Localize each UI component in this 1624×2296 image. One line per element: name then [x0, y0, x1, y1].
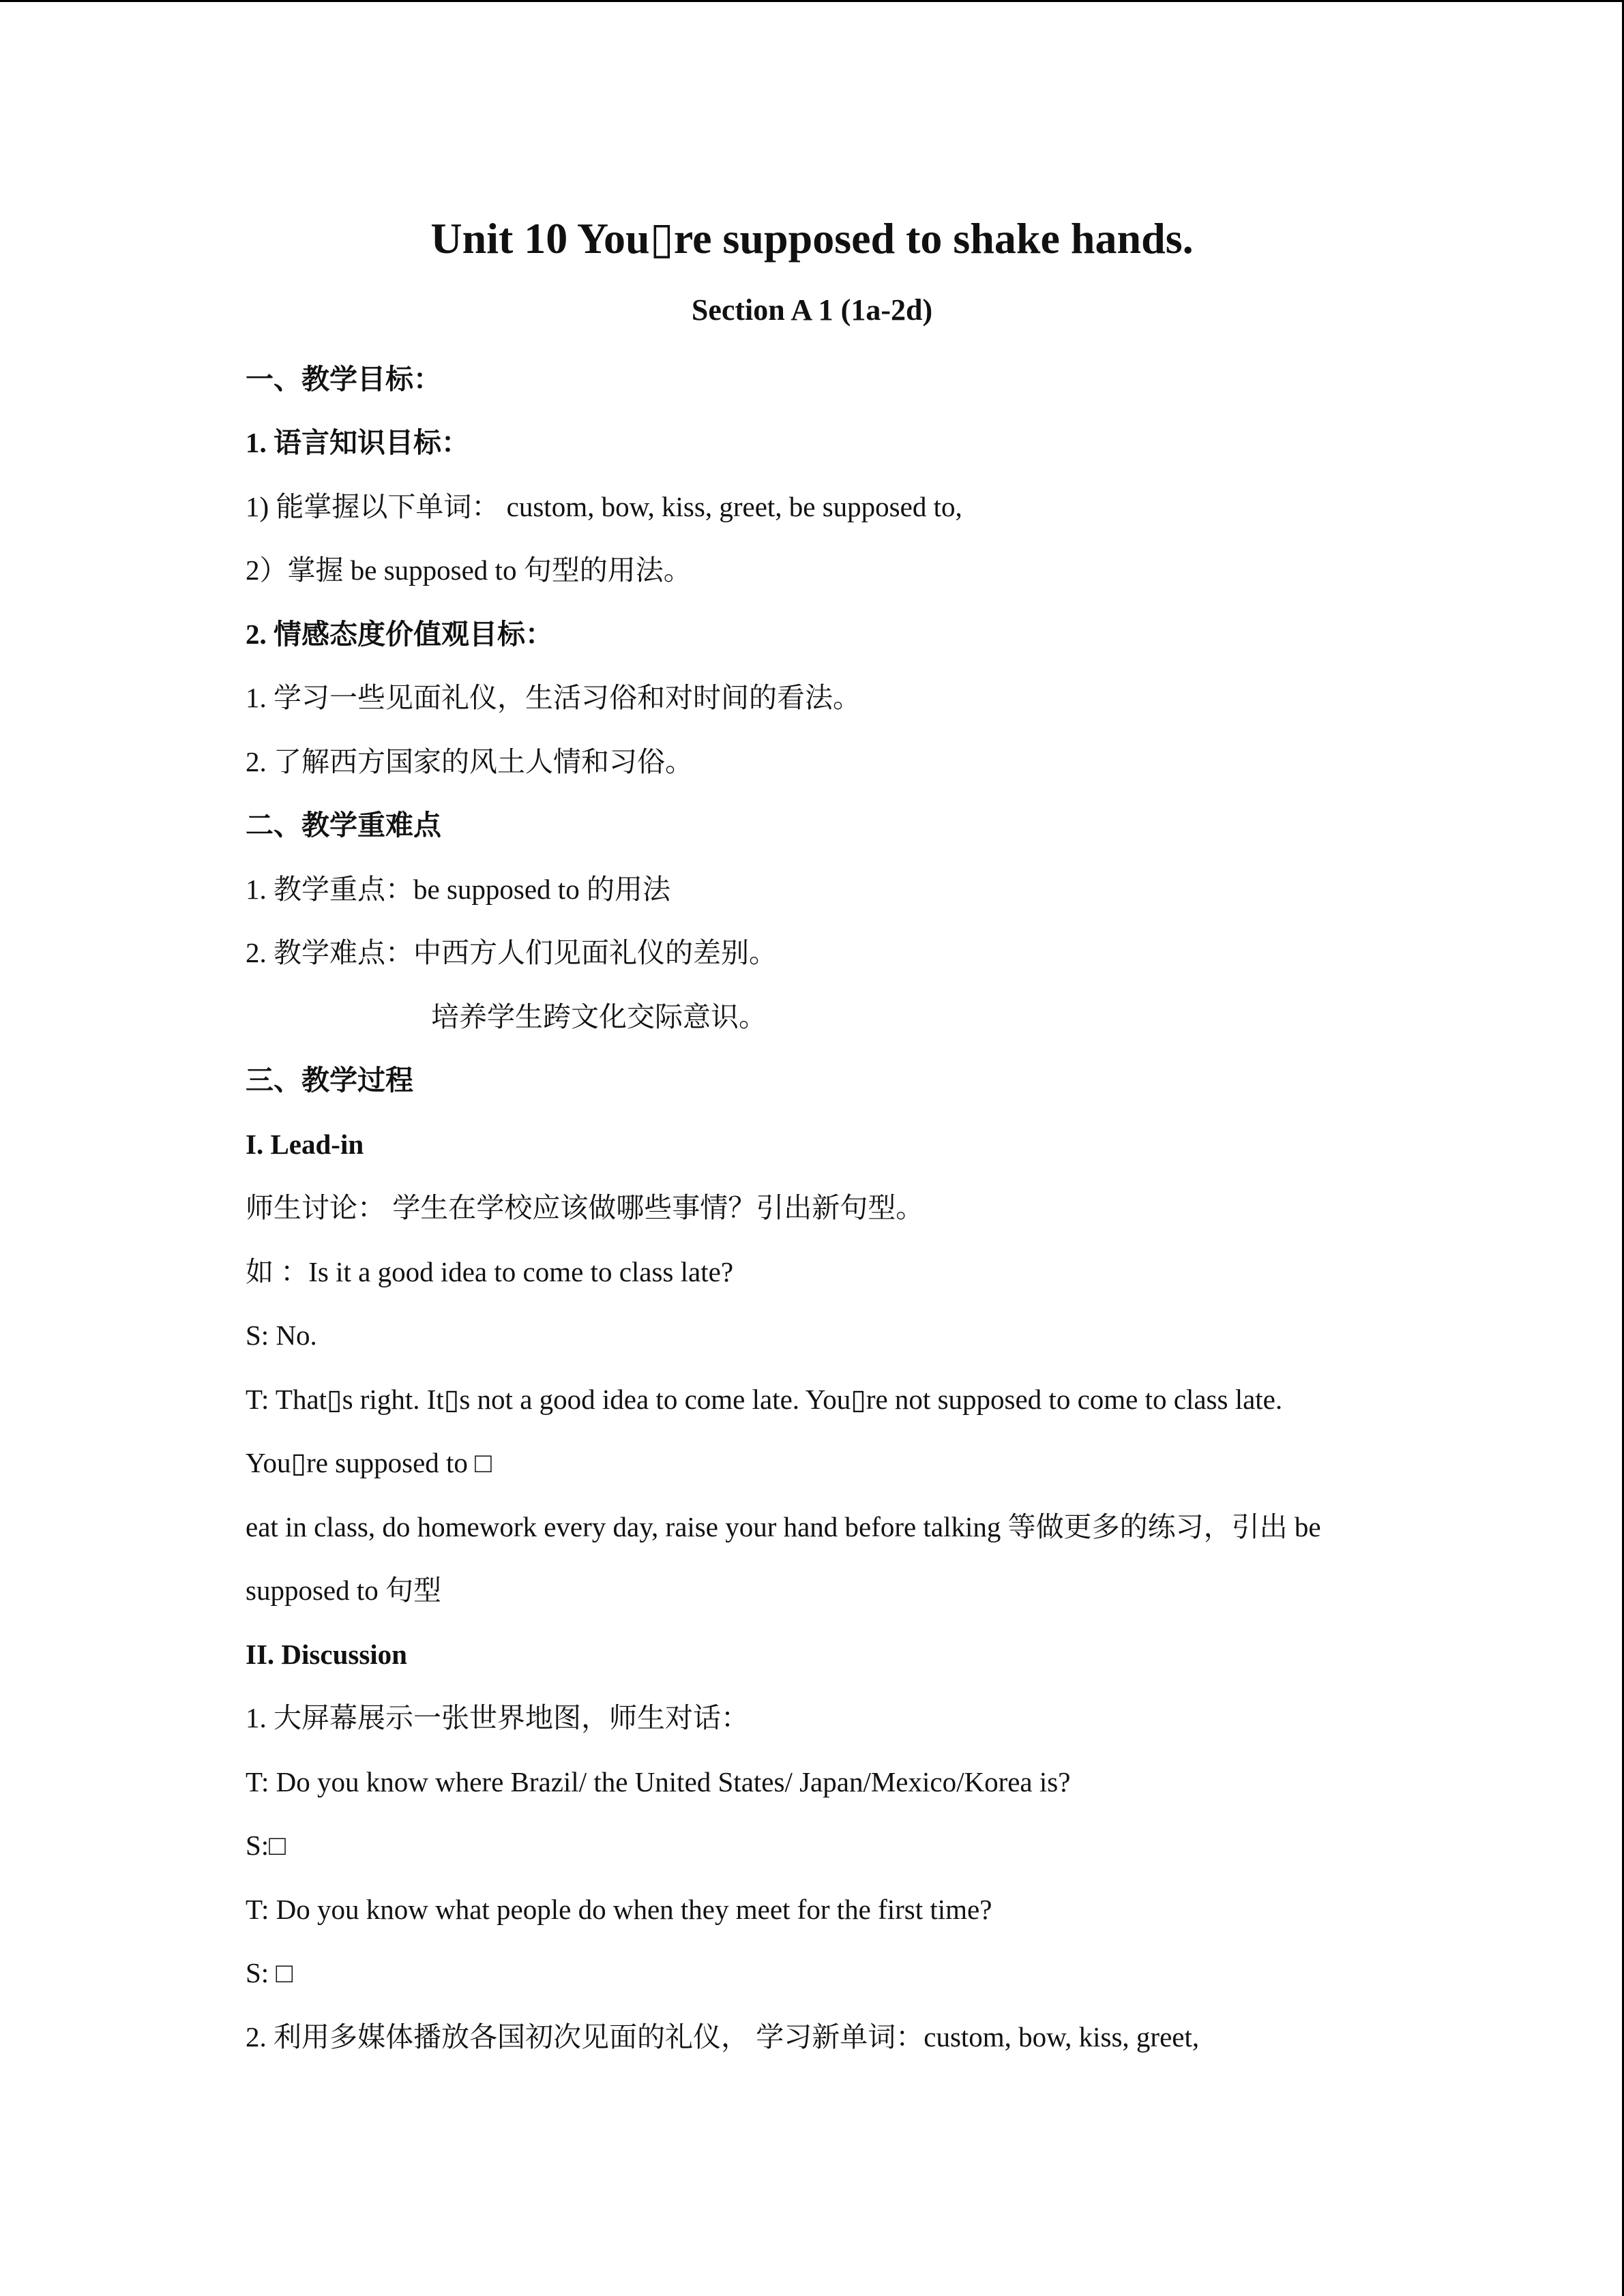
body-line: 1) 能掌握以下单词： custom, bow, kiss, greet, be supposed to, [246, 491, 962, 522]
body-line: T: That▯s right. It▯s not a good idea to come late. You▯re not supposed to come to class late. [246, 1384, 1283, 1415]
heading-teaching-objectives: 一、教学目标： [246, 363, 441, 395]
body-line: 2）掌握 be supposed to 句型的用法。 [246, 554, 692, 586]
body-line: 1. 学习一些见面礼仪，生活习俗和对时间的看法。 [246, 682, 861, 713]
document-subtitle: Section A 1 (1a-2d) [691, 293, 933, 327]
subheading-lead-in: I. Lead-in [246, 1129, 364, 1160]
body-line: 2. 利用多媒体播放各国初次见面的礼仪， 学习新单词：custom, bow, kiss, greet, [246, 2021, 1200, 2053]
page-top-border [0, 0, 1624, 2]
body-line: S: No. [246, 1320, 317, 1351]
body-line: You▯re supposed to □ [246, 1447, 492, 1478]
body-line: S:□ [246, 1830, 286, 1861]
body-line: T: Do you know where Brazil/ the United States/ Japan/Mexico/Korea is? [246, 1766, 1071, 1798]
body-line: T: Do you know what people do when they meet for the first time? [246, 1894, 992, 1925]
body-line: 2. 了解西方国家的风土人情和习俗。 [246, 746, 693, 777]
subheading-emotional-goals: 2. 情感态度价值观目标： [246, 618, 553, 650]
body-line: 2. 教学难点：中西方人们见面礼仪的差别。 [246, 937, 777, 968]
body-line: 1. 教学重点：be supposed to 的用法 [246, 874, 670, 905]
body-line: 培养学生跨文化交际意识。 [431, 1001, 767, 1032]
subheading-discussion: II. Discussion [246, 1639, 407, 1670]
document-title: Unit 10 You▯re supposed to shake hands. [430, 214, 1194, 263]
body-line: 师生讨论： 学生在学校应该做哪些事情？引出新句型。 [246, 1192, 924, 1223]
heading-teaching-process: 三、教学过程 [246, 1064, 413, 1096]
body-line: 1. 大屏幕展示一张世界地图，师生对话： [246, 1702, 749, 1733]
body-line: 如 ：Is it a good idea to come to class late? [246, 1256, 734, 1287]
heading-key-difficulties: 二、教学重难点 [246, 809, 441, 841]
body-line: eat in class, do homework every day, raise your hand before talking 等做更多的练习，引出 be [246, 1511, 1321, 1542]
subheading-language-knowledge: 1. 语言知识目标： [246, 427, 469, 458]
body-line: S: □ [246, 1957, 293, 1988]
body-line: supposed to 句型 [246, 1575, 441, 1606]
